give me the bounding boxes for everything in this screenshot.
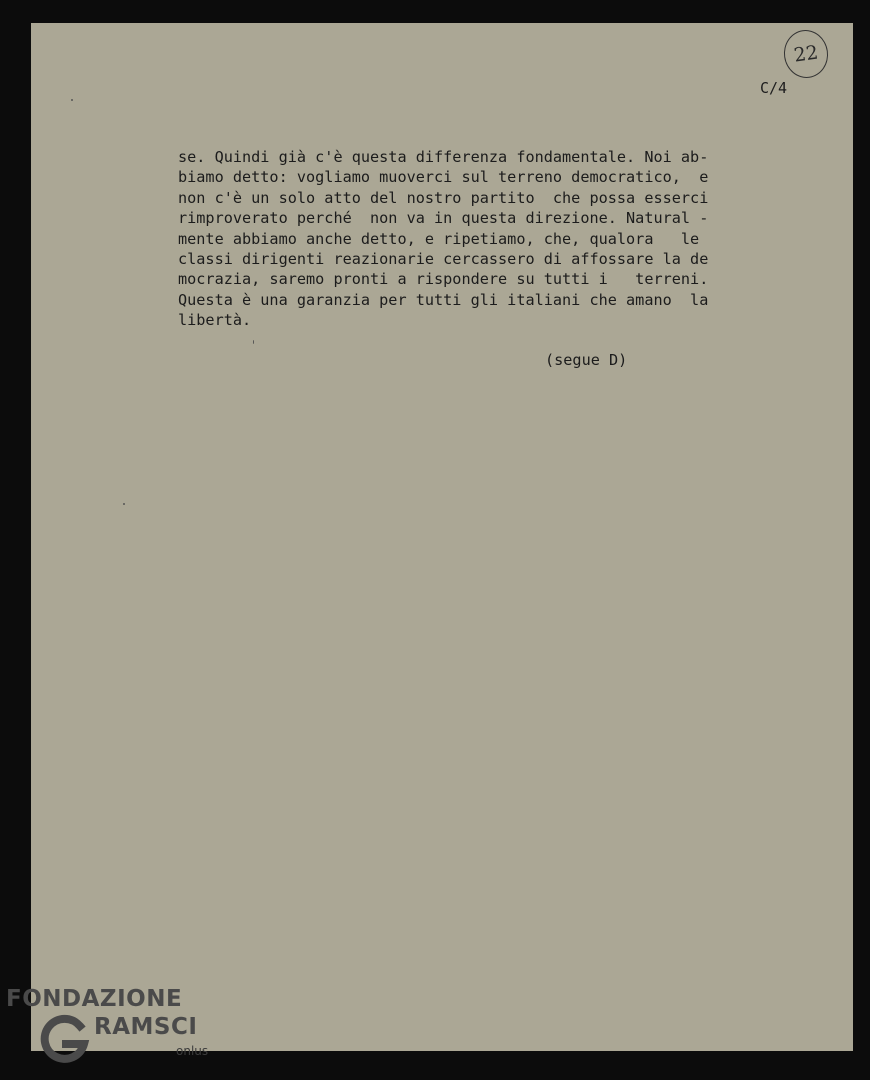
typewritten-paragraph	[178, 147, 798, 331]
paragraph-line-1: se. Quindi già c'è questa differenza fondamentale. Noi ab-	[178, 148, 709, 166]
paper-speck	[253, 340, 254, 344]
watermark-line-1: FONDAZIONE	[6, 986, 183, 1012]
page-number-text: 22	[792, 41, 820, 67]
paragraph-line-4: rimproverato perché non va in questa direzione. Natural -	[178, 209, 709, 228]
paragraph-line-9: libertà.	[178, 311, 252, 330]
document-page	[31, 23, 853, 1051]
reference-code: C/4	[760, 79, 788, 97]
paragraph-line-7: mocrazia, saremo pronti a rispondere su tutti i terreni.	[178, 270, 709, 289]
paper-speck	[123, 503, 125, 505]
gramsci-g-logo-icon	[36, 1012, 92, 1068]
paragraph-line-5: mente abbiamo anche detto, e ripetiamo, che, qualora le	[178, 229, 700, 248]
continuation-note: (segue D)	[545, 351, 628, 369]
watermark-line-3: onlus	[176, 1044, 209, 1058]
paragraph-line-2: biamo detto: vogliamo muoverci sul terreno democratico, e	[178, 168, 709, 187]
handwritten-page-number	[781, 27, 831, 81]
paragraph-line-8: Questa è una garanzia per tutti gli italiani che amano la	[178, 290, 709, 309]
paragraph-line-6: classi dirigenti reazionarie cercassero di affossare la de	[178, 249, 709, 268]
paper-speck	[71, 99, 73, 101]
watermark-line-2: RAMSCI	[94, 1014, 198, 1040]
paragraph-line-3: non c'è un solo atto del nostro partito che possa esserci	[178, 188, 709, 207]
fondazione-gramsci-watermark	[6, 986, 216, 1074]
